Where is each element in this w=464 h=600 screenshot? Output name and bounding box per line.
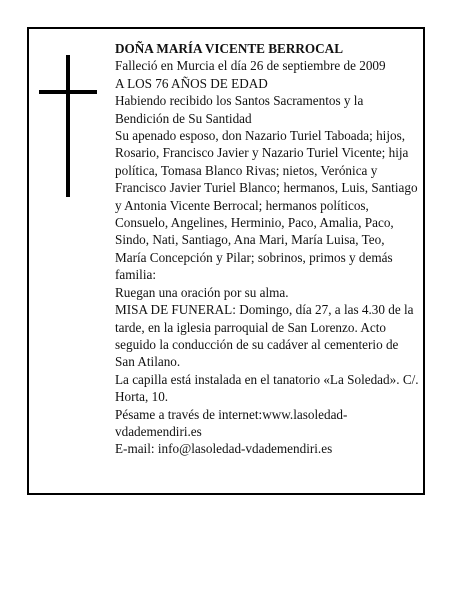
chapel-paragraph: La capilla está instalada en el tanatorio «La Soledad». C/. Horta, 10.	[115, 371, 419, 405]
age-line: A LOS 76 AÑOS DE EDAD	[115, 75, 268, 91]
death-line: Falleció en Murcia el día 26 de septiembre de 2009	[115, 58, 386, 74]
prayer-line: Ruegan una oración por su alma.	[115, 284, 289, 300]
cross-vertical-bar	[66, 55, 70, 197]
obituary-notice	[27, 27, 425, 495]
condolences-line: Pésame a través de internet:www.lasoledad-vdademendiri.es	[115, 406, 348, 439]
funeral-paragraph: MISA DE FUNERAL: Domingo, día 27, a las 4.30 de la tarde, en la iglesia parroquial de San Lorenzo. Acto seguido la conducción de su cadáver al cementerio de San Atilano.	[115, 302, 414, 370]
email-line: E-mail: info@lasoledad-vdademendiri.es	[115, 441, 333, 457]
cross-icon	[39, 55, 97, 197]
deceased-name: DOÑA MARÍA VICENTE BERROCAL	[115, 41, 344, 56]
sacraments-line: Habiendo recibido los Santos Sacramentos y la Bendición de Su Santidad	[115, 93, 364, 126]
family-paragraph: Su apenado esposo, don Nazario Turiel Taboada; hijos, Rosario, Francisco Javier y Nazario Turiel Vicente; hija política, Tomasa Blanco Rivas; nietos, Verónica y Francisco Javier Turiel Blanco; hermanos, Luis, Santiago y Antonia Vicente Berrocal; hermanos políticos, Consuelo, Angelines, Herminio, Paco, Amalia, Paco, Sindo, Nati, Santiago, Ana Mari, María Luisa, Teo, María Concepción y Pilar; sobrinos, primos y demás familia:	[115, 128, 418, 283]
obituary-text	[115, 40, 419, 458]
cross-horizontal-bar	[39, 90, 97, 94]
